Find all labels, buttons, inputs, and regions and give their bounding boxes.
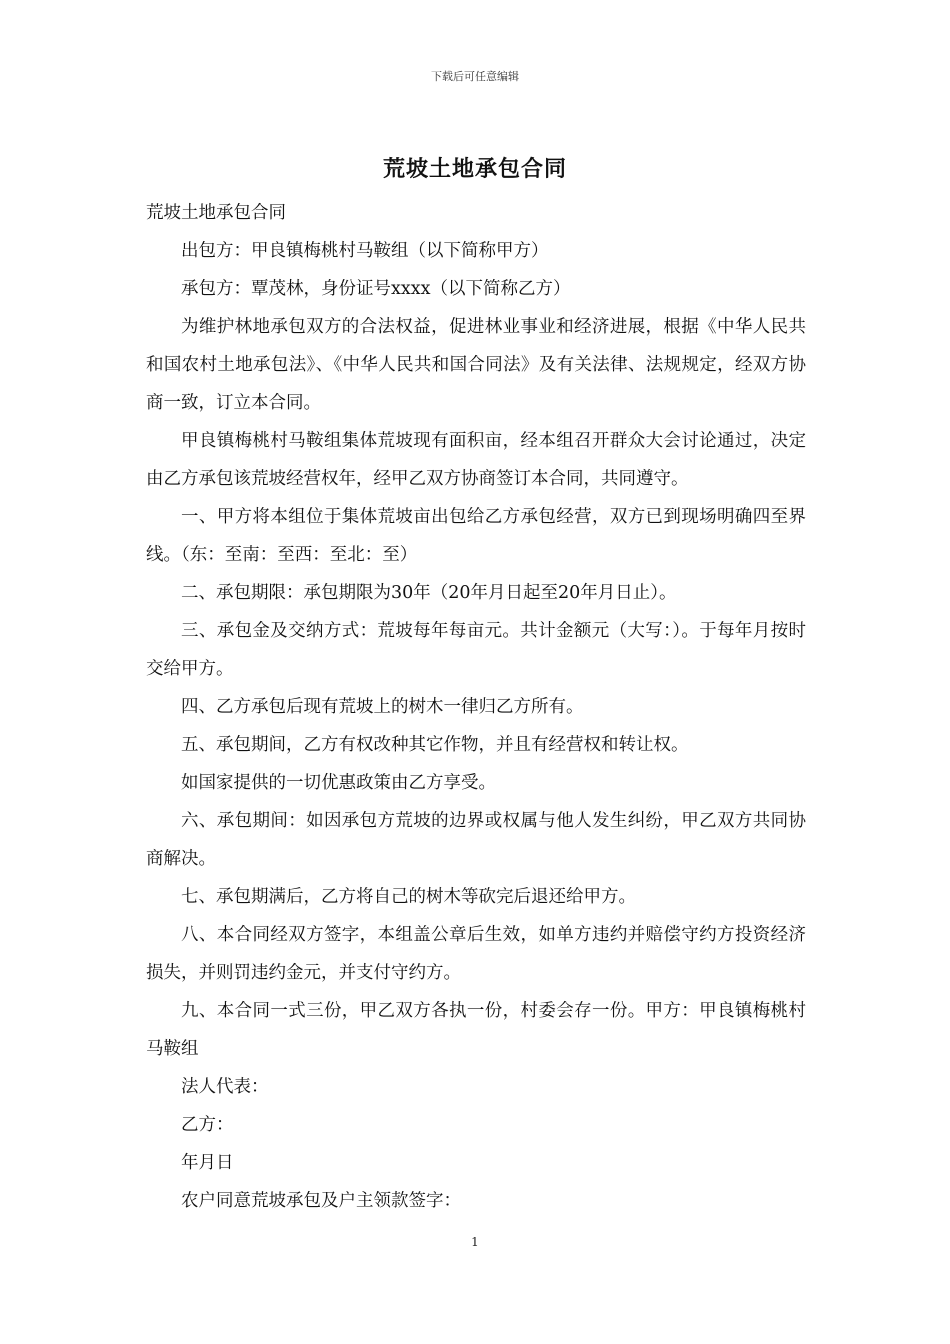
paragraph-clause-9: 九、本合同一式三份，甲乙双方各执一份，村委会存一份。甲方：甲良镇梅桃村马鞍组 — [146, 1001, 806, 1059]
paragraph-subtitle: 荒坡土地承包合同 — [146, 203, 286, 223]
paragraph-clause-6: 六、承包期间：如因承包方荒坡的边界或权属与他人发生纠纷，甲乙双方共同协商解决。 — [146, 811, 806, 869]
paragraph-clause-3: 三、承包金及交纳方式：荒坡每年每亩元。共计金额元（大写：）。于每年月按时交给甲方。 — [146, 621, 806, 679]
signature-date: 年月日 — [181, 1153, 234, 1173]
paragraph-clause-2: 二、承包期限：承包期限为30年（20年月日起至20年月日止）。 — [181, 583, 677, 603]
signature-legal-rep: 法人代表： — [181, 1077, 269, 1097]
paragraph-clause-8: 八、本合同经双方签字，本组盖公章后生效，如单方违约并赔偿守约方投资经济损失，并则罚违约金元，并支付守约方。 — [146, 925, 806, 983]
paragraph-clause-1: 一、甲方将本组位于集体荒坡亩出包给乙方承包经营，双方已到现场明确四至界线。（东：至南：至西：至北：至） — [146, 507, 806, 565]
signature-party-b: 乙方： — [181, 1115, 234, 1135]
document-title: 荒坡土地承包合同 — [382, 157, 567, 182]
document-body — [146, 194, 806, 1220]
header-note: 下载后可任意编辑 — [431, 70, 519, 83]
paragraph-background: 甲良镇梅桃村马鞍组集体荒坡现有面积亩，经本组召开群众大会讨论通过，决定由乙方承包该荒坡经营权年，经甲乙双方协商签订本合同，共同遵守。 — [146, 431, 806, 489]
paragraph-clause-7: 七、承包期满后，乙方将自己的树木等砍完后退还给甲方。 — [181, 887, 636, 907]
paragraph-lessee: 承包方：覃茂林，身份证号xxxx（以下简称乙方） — [181, 279, 571, 299]
signature-households: 农户同意荒坡承包及户主领款签字： — [181, 1191, 461, 1211]
paragraph-clause-4: 四、乙方承包后现有荒坡上的树木一律归乙方所有。 — [181, 697, 584, 717]
paragraph-preamble: 为维护林地承包双方的合法权益，促进林业事业和经济进展，根据《中华人民共和国农村土地承包法》、《中华人民共和国合同法》及有关法律、法规规定，经双方协商一致，订立本合同。 — [146, 317, 806, 413]
paragraph-clause-5-note: 如国家提供的一切优惠政策由乙方享受。 — [181, 773, 496, 793]
paragraph-lessor: 出包方：甲良镇梅桃村马鞍组（以下简称甲方） — [181, 241, 549, 261]
page-number: 1 — [471, 1235, 479, 1249]
paragraph-clause-5: 五、承包期间，乙方有权改种其它作物，并且有经营权和转让权。 — [181, 735, 689, 755]
